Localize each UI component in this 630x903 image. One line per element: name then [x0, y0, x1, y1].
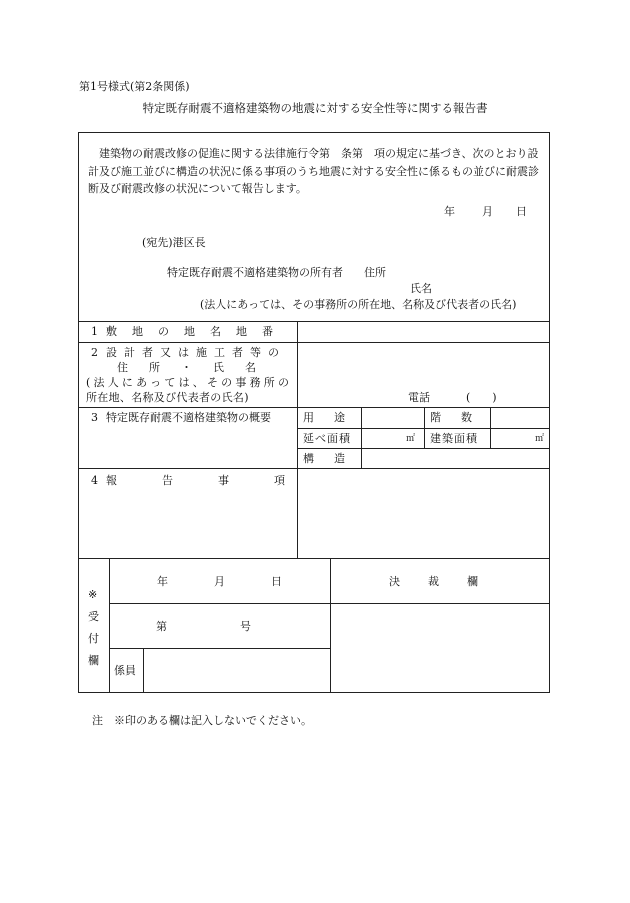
row3-use-label-text: 用途 [303, 411, 365, 424]
row1-top-line [78, 321, 550, 322]
owner-label: 特定既存耐震不適格建築物の所有者 [167, 266, 343, 279]
row3-line-b [297, 448, 550, 449]
form-number: 第1号様式(第2条関係) [79, 80, 190, 93]
intro-paragraph: 建築物の耐震改修の促進に関する法律施行令第 条第 項の規定に基づき、次のとおり設計及び施工並びに構造の状況に係る事項のうち地震に対する安全性に係るもの並びに耐震診断及び耐震改修の状況について報告します。 [88, 147, 539, 195]
reception-mark-2: 付 [88, 632, 99, 645]
owner-name-label: 氏名 [410, 282, 432, 295]
decision-label: 決裁欄 [389, 575, 506, 588]
row4-label: 報告事項 [106, 474, 330, 487]
date-month: 月 [482, 205, 493, 218]
row3-building-area-unit: ㎡ [535, 434, 545, 444]
row2-label-line4: 所在地、名称及び代表者の氏名) [86, 391, 249, 404]
row2-phone-label: 電話 [408, 391, 430, 404]
row4-top-line [78, 468, 550, 469]
row3-building-area-label: 建築面積 [430, 432, 478, 445]
reception-number-prefix: 第 [156, 620, 167, 633]
footnote: 注 ※印のある欄は記入しないでください。 [92, 714, 312, 727]
row3-structure-label: 構造 [303, 452, 365, 465]
row4-number: 4 [91, 474, 98, 487]
row1-label-text: 敷地の地名地番 [106, 325, 288, 338]
document-title: 特定既存耐震不適格建築物の地震に対する安全性等に関する報告書 [142, 101, 488, 115]
row1-number: 1 [91, 325, 98, 338]
row3-label: 特定既存耐震不適格建築物の概要 [106, 411, 271, 424]
row3-total-floor-area-label: 延べ面積 [303, 432, 351, 445]
reception-decision-divider [330, 558, 331, 693]
row1-label [106, 325, 290, 339]
addressee: (宛先)港区長 [142, 236, 206, 249]
row2-label-line3: (法人にあっては、その事務所の [86, 376, 293, 389]
label-column-divider [297, 321, 298, 558]
row3-total-floor-area-unit: ㎡ [406, 434, 416, 444]
reception-number-suffix: 号 [240, 620, 251, 633]
date-year: 年 [444, 205, 455, 218]
row3-number: 3 [91, 411, 98, 424]
row2-phone-paren: ( ) [466, 391, 497, 404]
reception-date-month: 月 [214, 575, 225, 588]
row2-label-line1: 設計者又は施工者等の [106, 346, 286, 359]
row2-top-line [78, 342, 550, 343]
row3-col-b [424, 407, 425, 448]
reception-date-day: 日 [271, 575, 282, 588]
owner-address-label: 住所 [364, 266, 386, 279]
reception-top-line [78, 558, 550, 559]
row3-top-line [78, 407, 550, 408]
clerk-divider [143, 648, 144, 693]
reception-date-year: 年 [157, 575, 168, 588]
row2-label-line2: 住所・氏名 [117, 361, 277, 374]
row3-floors-label: 階数 [430, 411, 492, 424]
clerk-label: 係員 [114, 664, 136, 677]
reception-mark-divider [109, 558, 110, 693]
reception-mark-3: 欄 [88, 654, 99, 667]
row2-number: 2 [91, 346, 98, 359]
reception-mark-1: 受 [88, 610, 99, 623]
date-day: 日 [516, 205, 527, 218]
owner-corporate-note: (法人にあっては、その事務所の所在地、名称及び代表者の氏名) [200, 298, 517, 311]
reception-mark-asterisk: ※ [88, 588, 98, 601]
